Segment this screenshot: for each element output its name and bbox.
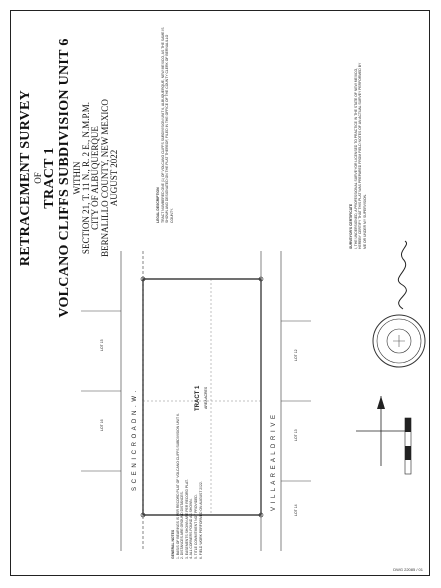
note-item: 4. ALL CORNERS FOUND AS SHOWN.: [189, 498, 194, 559]
note-item: 6. FIELD WORK PERFORMED ON AUGUST 2022.: [198, 481, 203, 559]
note-item: 2. DISTANCES ARE GROUND DISTANCES.: [180, 491, 185, 559]
survey-of: OF: [32, 172, 43, 184]
within-label: WITHIN: [71, 161, 82, 195]
note-item: 3. EASEMENTS SHOWN ARE PER RECORD PLAT.: [184, 479, 189, 559]
subdivision-title: VOLCANO CLIFFS SUBDIVISION UNIT 6: [56, 38, 72, 318]
section-line: SECTION 21, T. 11 N., R. 2 E., N.M.P.M.: [80, 101, 91, 255]
plat-drawing: [81, 251, 311, 561]
road-label-villa-real: V I L L A R E A L D R I V E: [271, 413, 277, 511]
certificate-heading: SURVEYOR'S CERTIFICATE: [349, 203, 353, 249]
lot-label: LOT 14: [294, 504, 298, 516]
lot-label: LOT 15: [100, 339, 104, 351]
tract-label: TRACT 1: [195, 385, 201, 411]
drawing-sheet: [10, 10, 430, 576]
surveyor-seal: [371, 313, 427, 369]
legal-heading: LEGAL DESCRIPTION: [156, 187, 160, 223]
lot-label: LOT 13: [294, 429, 298, 441]
signature: [383, 239, 423, 311]
note-item: 1. BASIS OF BEARINGS IS PER RECORD PLAT OF VOLCANO CLIFFS SUBDIVISION UNIT 6.: [175, 413, 180, 559]
survey-title: RETRACEMENT SURVEY: [18, 89, 33, 267]
surveyor-certificate: [349, 59, 367, 249]
county-line: BERNALILLO COUNTY, NEW MEXICO: [99, 99, 110, 257]
scale-bar: [401, 416, 417, 476]
legal-description: [156, 23, 174, 223]
note-item: 5. TITLE COMMITMENT NOT PROVIDED.: [193, 494, 198, 559]
tract-title: TRACT 1: [42, 147, 58, 209]
lot-label: LOT 12: [294, 349, 298, 361]
road-label-scenic: S C E N I C R O A D N . W .: [132, 389, 138, 491]
date-line: AUGUST 2022: [109, 149, 120, 207]
sheet-number: DWG 22085 / 01: [393, 567, 423, 572]
lot-label: LOT 16: [100, 419, 104, 431]
certificate-text: I, THE UNDERSIGNED, A PROFESSIONAL SURVEYOR LICENSED TO PRACTICE IN THE STATE OF NEW MEXICO, HEREBY CERTIFY THAT THIS PLAT WAS PREPARED FROM FIELD NOTES OF AN ACTUAL SURVEY PERFORMED BY ME OR UNDER MY SUPERVISION.: [353, 62, 367, 249]
notes-heading: GENERAL NOTES: [171, 529, 175, 559]
tract-area: AREA ACRES: [204, 386, 208, 409]
city-line: CITY OF ALBUQUERQUE: [90, 126, 101, 230]
legal-text: TRACT NUMBERED ONE (1) OF VOLCANO CLIFFS SUBDIVISION UNIT 6, ALBUQUERQUE, NEW MEXICO, AS THE SAME IS SHOWN AND DESIGNATED ON THE PLAT THEREOF, FILED IN THE OFFICE OF THE COUNTY CLERK OF BERNALILLO COUNTY.: [160, 27, 174, 223]
